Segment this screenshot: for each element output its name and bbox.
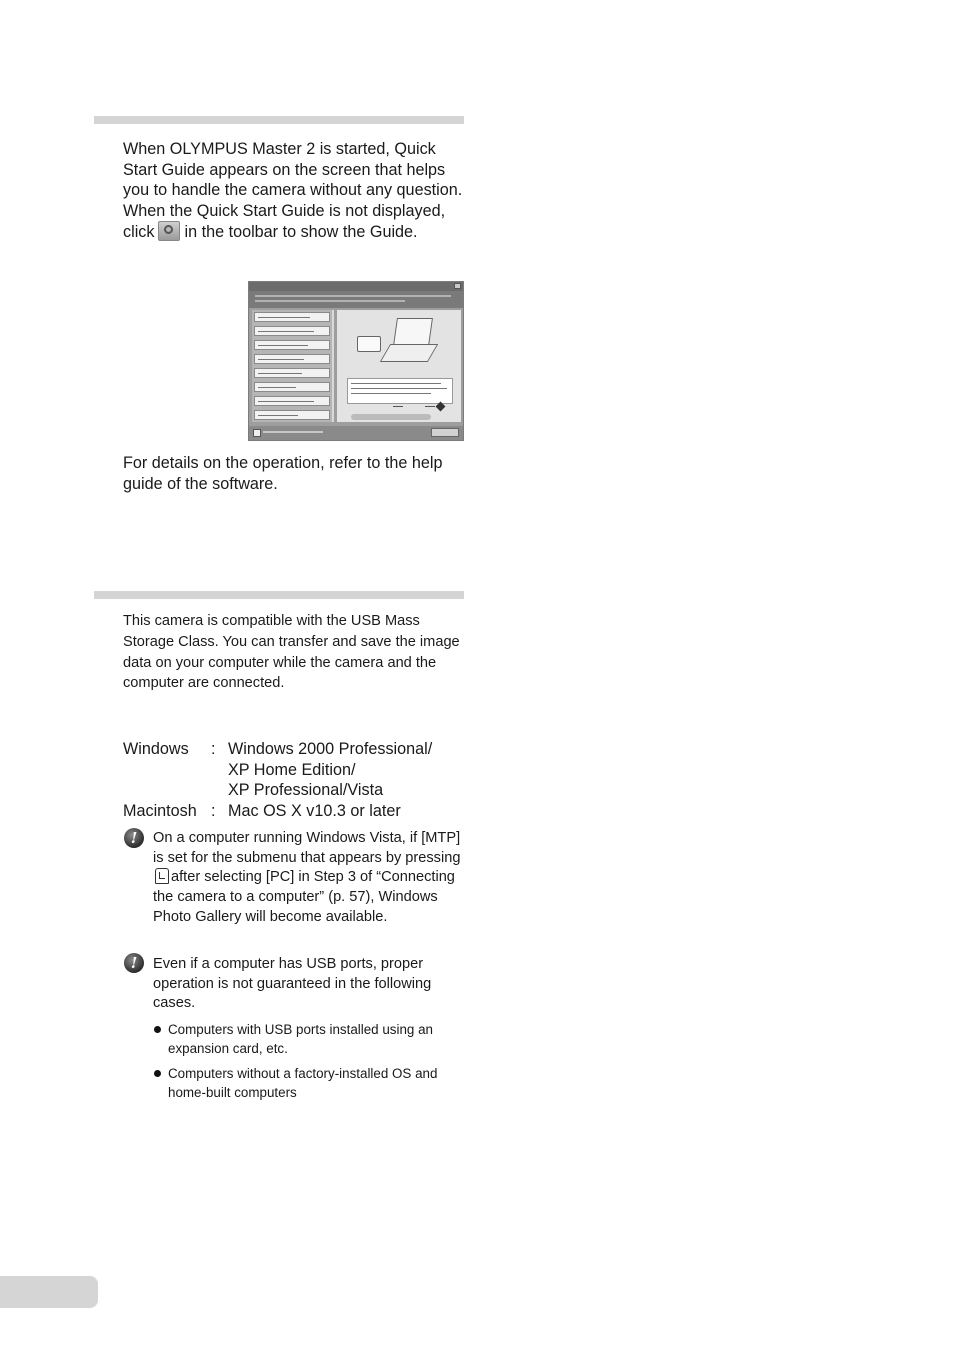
screenshot-titlebar bbox=[249, 282, 463, 291]
screenshot-close-button bbox=[431, 428, 459, 437]
bullet-item: Computers without a factory-installed OS and home-built computers bbox=[168, 1066, 438, 1100]
screenshot-content-pane bbox=[337, 310, 461, 422]
quick-start-intro bbox=[123, 139, 465, 243]
screenshot-nav-button bbox=[254, 340, 330, 350]
os-separator: : bbox=[211, 802, 216, 820]
quick-start-guide-icon bbox=[158, 221, 180, 241]
caution-note-vista bbox=[153, 829, 465, 928]
caution-note-vista-text-2: after selecting [PC] in Step 3 of “Connecting the camera to a computer” (p. 57), Windows Photo Gallery will become available. bbox=[153, 869, 455, 925]
os-windows-line: XP Professional/Vista bbox=[228, 781, 384, 799]
caution-icon: ! bbox=[124, 828, 144, 848]
os-windows-line: XP Home Edition/ bbox=[228, 761, 356, 779]
screenshot-nav-button bbox=[254, 312, 330, 322]
os-macintosh-line: Mac OS X v10.3 or later bbox=[228, 802, 401, 820]
screenshot-footer bbox=[249, 426, 463, 440]
quick-start-intro-text-1: When OLYMPUS Master 2 is started, Quick Start Guide appears on the screen that helps you to handle the camera without any question. When the Quick Start Guide is not displayed, click bbox=[123, 140, 463, 242]
caution-note-usb: Even if a computer has USB ports, proper operation is not guaranteed in the following cases. bbox=[153, 956, 432, 1012]
laptop-base-illustration bbox=[380, 344, 438, 362]
screenshot-close-icon bbox=[454, 283, 461, 289]
screenshot-nav-button bbox=[254, 382, 330, 392]
laptop-illustration bbox=[393, 318, 433, 346]
bullet-dot bbox=[154, 1026, 161, 1033]
usb-storage-intro: This camera is compatible with the USB Mass Storage Class. You can transfer and save the image data on your computer while the camera and the computer are connected. bbox=[123, 613, 460, 692]
caution-icon: ! bbox=[124, 953, 144, 973]
screenshot-page-indicator bbox=[393, 406, 403, 407]
section-header-bar bbox=[94, 116, 464, 124]
screenshot-checkbox bbox=[253, 429, 261, 437]
camera-illustration bbox=[357, 336, 381, 352]
screenshot-nav-pane bbox=[252, 310, 334, 422]
bullet-item: Computers with USB ports installed using an expansion card, etc. bbox=[168, 1022, 433, 1056]
section-header-bar bbox=[94, 591, 464, 599]
screenshot-nav-button bbox=[254, 396, 330, 406]
os-separator: : bbox=[211, 740, 216, 758]
ok-button-icon bbox=[155, 868, 169, 884]
os-windows-line: Windows 2000 Professional/ bbox=[228, 740, 433, 758]
page-number-tab bbox=[0, 1276, 98, 1308]
screenshot-next-icon bbox=[425, 404, 445, 409]
help-guide-note: For details on the operation, refer to the help guide of the software. bbox=[123, 454, 443, 493]
quick-start-intro-text-2: in the toolbar to show the Guide. bbox=[184, 223, 418, 242]
screenshot-action-button bbox=[351, 414, 431, 420]
screenshot-checkbox-label bbox=[263, 431, 323, 433]
screenshot-nav-button bbox=[254, 368, 330, 378]
screenshot-nav-button bbox=[254, 410, 330, 420]
quick-start-guide-screenshot bbox=[248, 281, 464, 441]
os-name-windows: Windows bbox=[123, 740, 189, 758]
caution-note-vista-text-1: On a computer running Windows Vista, if [MTP] is set for the submenu that appears by pressing bbox=[153, 830, 461, 866]
os-name-macintosh: Macintosh bbox=[123, 802, 197, 820]
screenshot-scrollbar bbox=[332, 310, 334, 422]
screenshot-instruction-box bbox=[347, 378, 453, 404]
screenshot-nav-button bbox=[254, 354, 330, 364]
screenshot-banner bbox=[249, 291, 463, 308]
screenshot-nav-button bbox=[254, 326, 330, 336]
bullet-dot bbox=[154, 1070, 161, 1077]
